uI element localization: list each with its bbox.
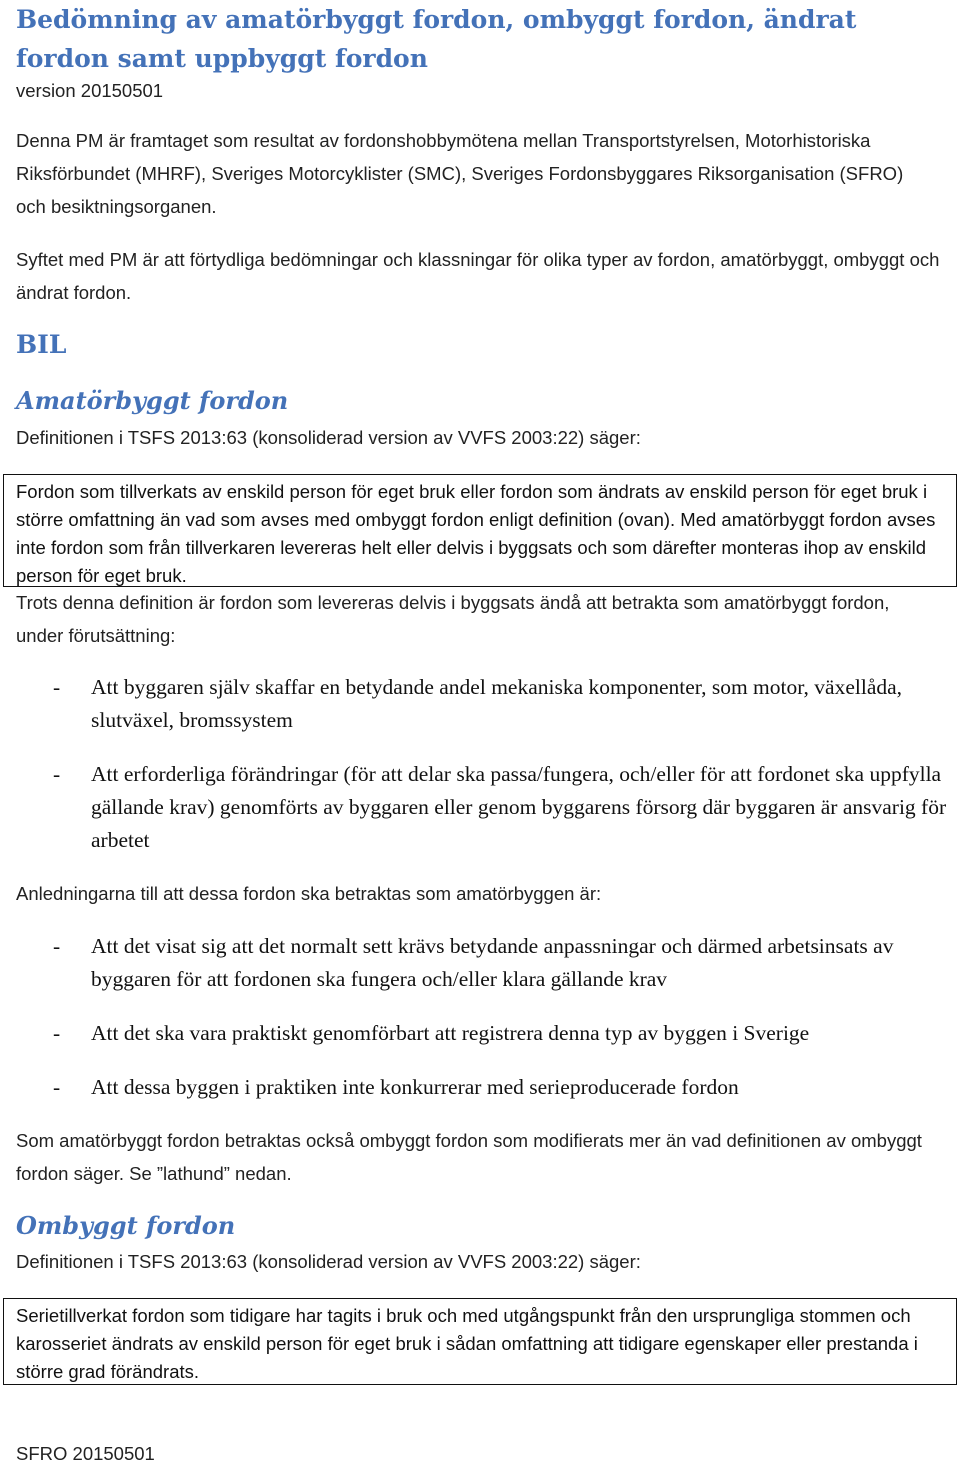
footer-label: SFRO 20150501 (16, 1443, 155, 1464)
section-heading-bil: BIL (16, 330, 67, 359)
definition-box-amator (3, 474, 957, 587)
heading-ombyggt: Ombyggt fordon (16, 1211, 236, 1240)
purpose-paragraph: Syftet med PM är att förtydliga bedömningar och klassningar för olika typer av fordon, amatörbyggt, ombyggt och ändrat fordon. (16, 249, 940, 303)
definition-text-amator: Fordon som tillverkats av enskild person för eget bruk eller fordon som ändrats av enskild person för eget bruk i större omfattning än vad som avses med ombyggt fordon enligt definition (ovan). Med amatörbyggt fordon avses inte fordon som från tillverkaren levereras helt eller delvis i byggsats och som därefter monteras ihop av enskild person för eget bruk. (16, 481, 936, 586)
dash-marker: - (53, 1021, 61, 1045)
dash-marker: - (53, 1075, 61, 1099)
version-label: version 20150501 (16, 80, 164, 101)
list-item (53, 930, 953, 996)
reason-text: Att det visat sig att det normalt sett krävs betydande anpassningar och därmed arbetsinsats av byggaren för att fordonen ska fungera och/eller klara gällande krav (91, 934, 894, 991)
dash-marker: - (53, 762, 61, 786)
document-title: Bedömning av amatörbyggt fordon, ombyggt fordon, ändrat fordon samt uppbyggt fordon (16, 5, 857, 73)
dash-marker: - (53, 675, 61, 699)
intro-paragraph: Denna PM är framtaget som resultat av fordonshobbymötena mellan Transportstyrelsen, Motorhistoriska Riksförbundet (MHRF), Sveriges Motorcyklister (SMC), Sveriges Fordonsbyggares Riksorganisation (SFRO) och besiktningsorganen. (16, 130, 904, 217)
reasons-intro: Anledningarna till att dessa fordon ska betraktas som amatörbyggen är: (16, 883, 602, 904)
condition-text: Att erforderliga förändringar (för att delar ska passa/fungera, och/eller för att fordonet ska uppfylla gällande krav) genomförts av byggaren eller genom byggarens försorg där byggaren är ansvarig för arbetet (91, 762, 947, 852)
dash-marker: - (53, 934, 61, 958)
definition-intro-ombyggt: Definitionen i TSFS 2013:63 (konsoliderad version av VVFS 2003:22) säger: (16, 1251, 641, 1272)
list-item (53, 671, 953, 737)
reason-text: Att det ska vara praktiskt genomförbart att registrera denna typ av byggen i Sverige (91, 1021, 810, 1045)
heading-amatorbyggt: Amatörbyggt fordon (16, 386, 289, 415)
condition-text: Att byggaren själv skaffar en betydande andel mekaniska komponenter, som motor, växellåda, slutväxel, bromssystem (91, 675, 903, 732)
reason-text: Att dessa byggen i praktiken inte konkurrerar med serieproducerade fordon (91, 1075, 739, 1099)
definition-box-ombyggt (3, 1298, 957, 1385)
definition-intro-amator: Definitionen i TSFS 2013:63 (konsoliderad version av VVFS 2003:22) säger: (16, 427, 641, 448)
also-paragraph: Som amatörbyggt fordon betraktas också ombyggt fordon som modifierats mer än vad definitionen av ombyggt fordon säger. Se ”lathund” nedan. (16, 1130, 922, 1184)
despite-paragraph: Trots denna definition är fordon som levereras delvis i byggsats ändå att betrakta som amatörbyggt fordon, under förutsättning: (16, 592, 890, 646)
list-item (53, 758, 953, 858)
definition-text-ombyggt: Serietillverkat fordon som tidigare har tagits i bruk och med utgångspunkt från den ursprungliga stommen och karosseriet ändrats av enskild person för eget bruk i sådan omfattning att tidigare egenskaper eller prestanda i större grad förändrats. (16, 1305, 918, 1382)
